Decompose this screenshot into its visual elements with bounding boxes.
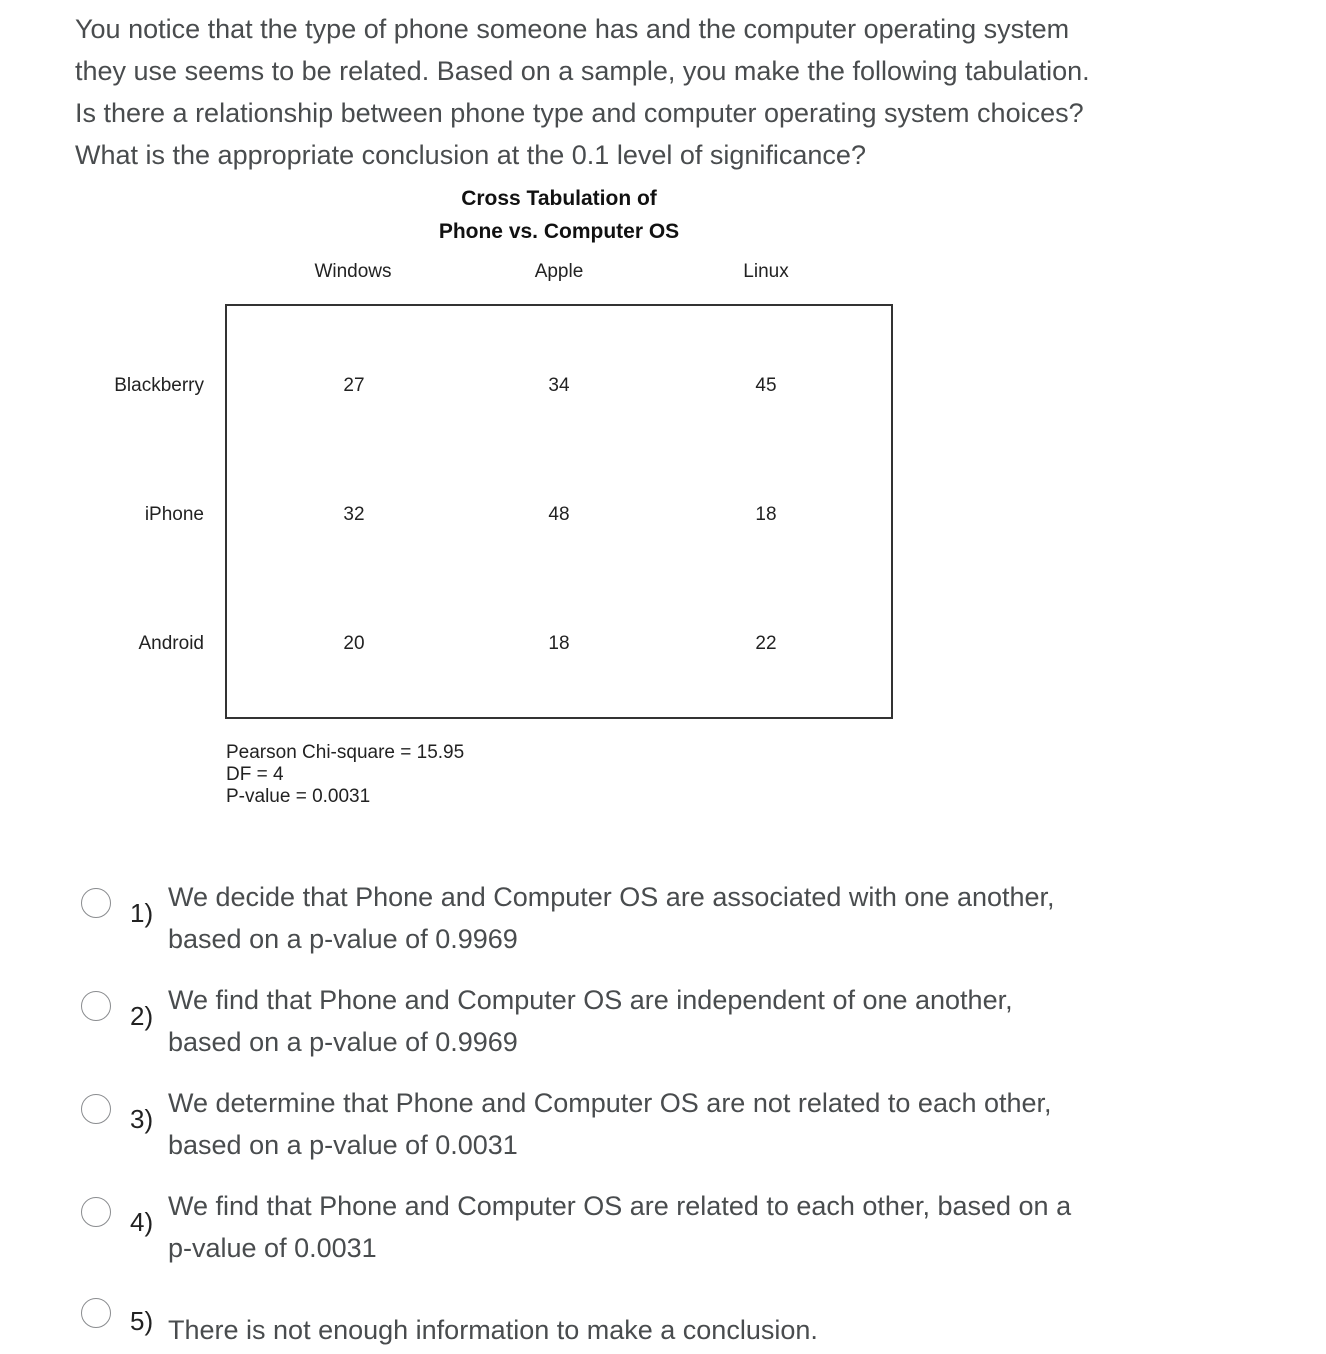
radio-button-4[interactable] [81,1197,111,1227]
radio-button-2[interactable] [81,991,111,1021]
option-line: based on a p-value of 0.9969 [168,924,518,954]
option-number: 4) [130,1207,154,1237]
table-cell: 45 [755,375,777,396]
table-cell: 18 [548,633,570,654]
option-text[interactable] [168,979,1168,1063]
option-number: 1) [130,898,154,928]
table-cell: 48 [548,504,570,525]
figure-title-line1: Cross Tabulation of [461,187,657,210]
option-text[interactable] [168,876,1168,960]
question-line: they use seems to be related. Based on a sample, you make the following tabulation. [75,56,1090,86]
table-cell: 18 [755,504,777,525]
option-line: based on a p-value of 0.9969 [168,1027,518,1057]
chi-square-stat: Pearson Chi-square = 15.95 [226,742,465,763]
radio-button-5[interactable] [81,1298,111,1328]
option-line: We determine that Phone and Computer OS are not related to each other, [168,1088,1052,1118]
table-cell: 32 [343,504,365,525]
p-value-stat: P-value = 0.0031 [226,786,371,807]
option-line: based on a p-value of 0.0031 [168,1130,518,1160]
question-line: You notice that the type of phone someone has and the computer operating system [75,14,1070,44]
row-header-iphone: iPhone [144,504,204,525]
option-number: 3) [130,1104,154,1134]
table-cell: 27 [343,375,365,396]
option-number: 2) [130,1001,154,1031]
option-line: We find that Phone and Computer OS are related to each other, based on a [168,1191,1072,1221]
radio-button-1[interactable] [81,888,111,918]
column-header-apple: Apple [534,261,584,282]
option-text[interactable] [168,1185,1168,1269]
option-line: We find that Phone and Computer OS are independent of one another, [168,985,1013,1015]
option-text[interactable] [168,1309,1168,1351]
option-line: We decide that Phone and Computer OS are associated with one another, [168,882,1055,912]
df-stat: DF = 4 [226,764,284,785]
test-statistics [226,742,464,808]
row-header-android: Android [138,633,204,654]
option-line: p-value of 0.0031 [168,1233,377,1263]
column-header-windows: Windows [314,261,392,282]
row-header-blackberry: Blackberry [114,375,204,396]
column-header-linux: Linux [743,261,789,282]
option-line: There is not enough information to make a conclusion. [168,1315,818,1345]
question-line: Is there a relationship between phone type and computer operating system choices? [75,98,1084,128]
option-number: 5) [130,1306,154,1336]
option-text[interactable] [168,1082,1168,1166]
question-line: What is the appropriate conclusion at the 0.1 level of significance? [75,140,866,170]
radio-button-3[interactable] [81,1094,111,1124]
table-cell: 22 [755,633,777,654]
table-cell: 20 [343,633,365,654]
figure-title-line2: Phone vs. Computer OS [438,220,680,243]
table-cell: 34 [548,375,570,396]
